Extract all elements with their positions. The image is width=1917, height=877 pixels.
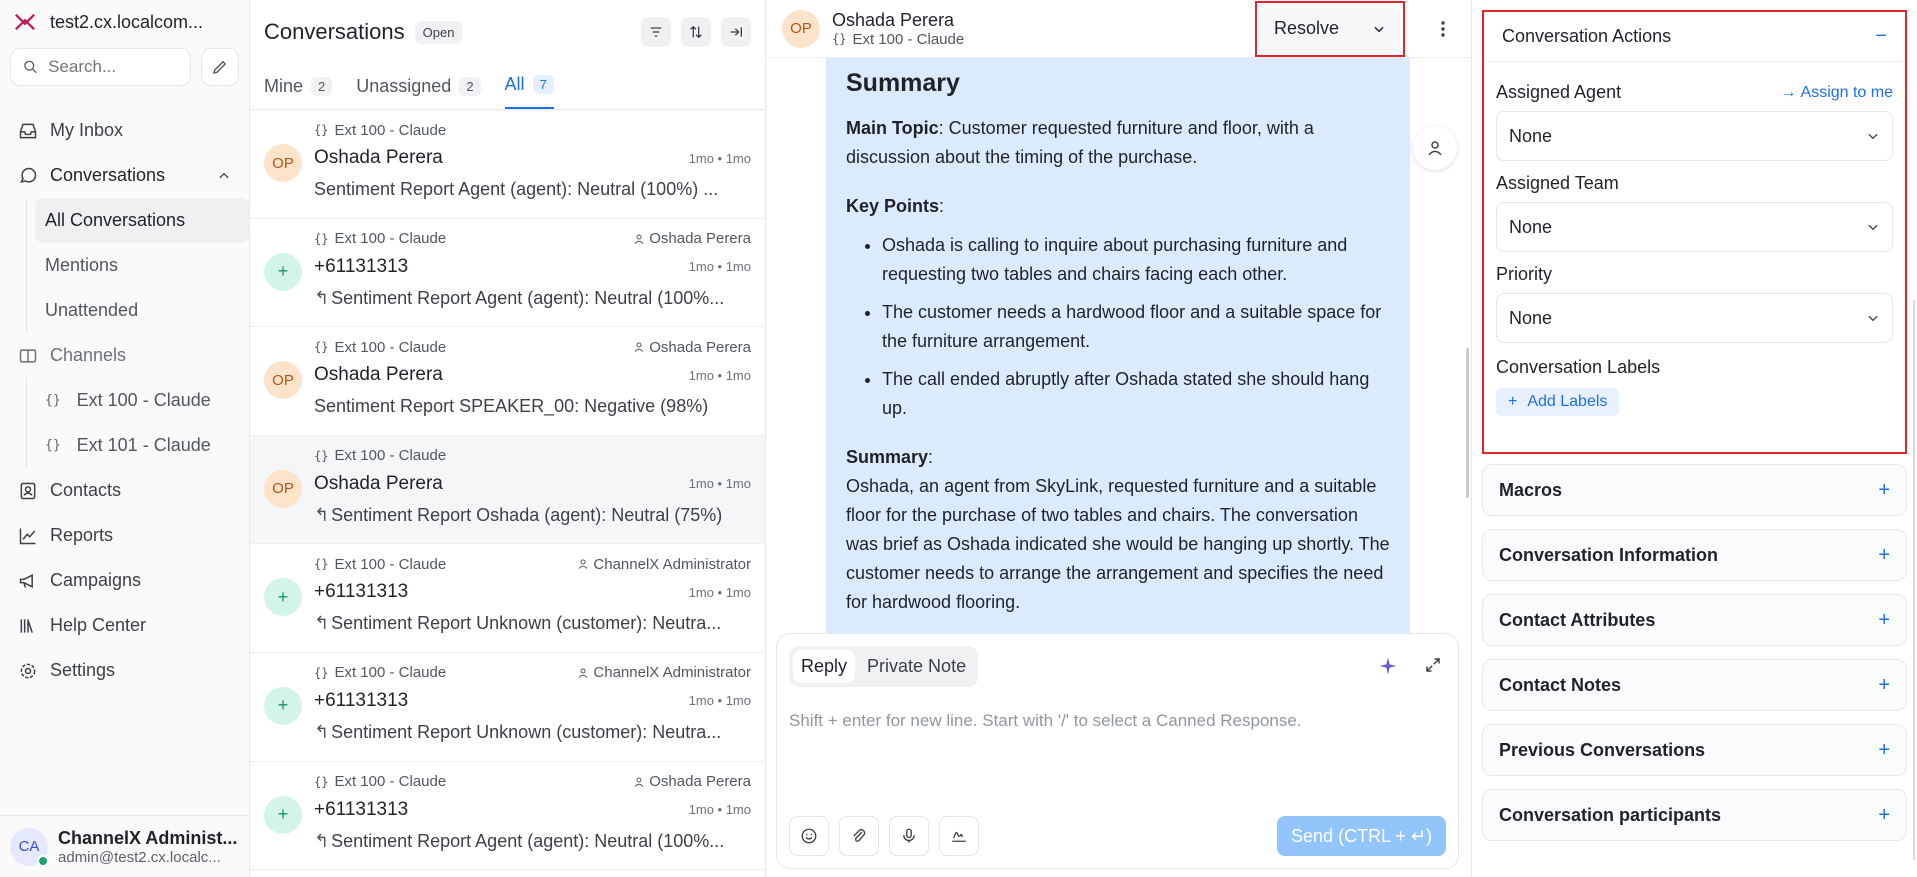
inbox-tag bbox=[314, 339, 446, 356]
collapse-list-button[interactable] bbox=[721, 17, 751, 47]
expand-plus-icon[interactable]: + bbox=[1878, 673, 1890, 696]
assignee bbox=[633, 773, 751, 790]
reply-arrow-icon: ↰ bbox=[314, 613, 330, 634]
priority-label-row bbox=[1496, 264, 1893, 285]
select-value: None bbox=[1509, 307, 1553, 328]
expand-plus-icon[interactable]: + bbox=[1878, 803, 1890, 826]
ai-sparkle-icon[interactable] bbox=[1378, 656, 1398, 676]
avatar: + bbox=[264, 253, 302, 291]
signature-icon bbox=[950, 827, 968, 845]
conversation-item[interactable] bbox=[250, 544, 765, 653]
gear-icon bbox=[18, 661, 38, 681]
send-button[interactable]: Send (CTRL + ↵) bbox=[1277, 816, 1446, 856]
inbox-name: Ext 100 - Claude bbox=[334, 664, 447, 682]
nav-settings[interactable] bbox=[0, 648, 249, 693]
key-points-heading: Key Points: bbox=[846, 196, 945, 216]
search-row bbox=[0, 44, 249, 90]
nav-label: Contacts bbox=[50, 480, 122, 500]
contact-name: Oshada Perera bbox=[314, 147, 443, 168]
inbox-tag bbox=[314, 773, 446, 790]
priority-select[interactable] bbox=[1496, 293, 1893, 343]
timestamp: 1mo • 1mo bbox=[688, 802, 751, 818]
accordion-header[interactable] bbox=[1483, 530, 1906, 580]
api-channel-icon: {} bbox=[314, 231, 329, 246]
accordion-title: Contact Attributes bbox=[1499, 609, 1656, 630]
inbox-name: Ext 100 - Claude bbox=[334, 773, 447, 791]
conversation-body bbox=[314, 122, 751, 218]
conversation-item[interactable] bbox=[250, 653, 765, 762]
assignee bbox=[577, 664, 751, 681]
inbox-name: Ext 100 - Claude bbox=[334, 230, 447, 248]
channels-icon bbox=[18, 346, 38, 366]
conversations-sublist bbox=[26, 198, 249, 333]
accordion-header[interactable] bbox=[1483, 660, 1906, 710]
accordion-previous-conversations[interactable] bbox=[1482, 724, 1907, 776]
sidebar bbox=[0, 0, 250, 877]
arrow-right-icon: → bbox=[1780, 83, 1797, 101]
contact-details-button[interactable] bbox=[1413, 126, 1457, 170]
accordion-title: Previous Conversations bbox=[1499, 739, 1706, 760]
conversation-item[interactable] bbox=[250, 110, 765, 219]
timestamp: 1mo • 1mo bbox=[688, 693, 751, 709]
api-channel-icon: {} bbox=[314, 557, 329, 572]
field-label: Priority bbox=[1496, 264, 1553, 284]
message-text: Sentiment Report SPEAKER_00: Negative (98%) bbox=[314, 396, 709, 417]
select-value: None bbox=[1509, 216, 1553, 237]
microphone-icon bbox=[900, 827, 918, 845]
assignee-name: Oshada Perera bbox=[649, 338, 751, 356]
summary-label: Summary bbox=[846, 447, 929, 467]
timestamp: 1mo • 1mo bbox=[688, 259, 751, 275]
reply-arrow-icon: ↰ bbox=[314, 504, 330, 525]
chat-inbox bbox=[832, 31, 964, 48]
filter-icon bbox=[648, 24, 664, 40]
avatar: OP bbox=[264, 144, 302, 182]
nav-label: Campaigns bbox=[50, 570, 142, 590]
arrow-right-to-line-icon bbox=[728, 24, 744, 40]
page-title: Conversations bbox=[264, 19, 405, 44]
conversation-actions-header[interactable] bbox=[1484, 12, 1905, 62]
chevron-up-icon[interactable] bbox=[217, 169, 231, 183]
reply-arrow-icon: ↰ bbox=[314, 830, 330, 851]
inbox-name: Ext 100 - Claude bbox=[852, 30, 965, 48]
main-nav bbox=[0, 108, 249, 693]
search-input[interactable] bbox=[48, 57, 178, 77]
assign-to-me-label: Assign to me bbox=[1800, 83, 1893, 101]
api-channel-icon: {} bbox=[45, 393, 61, 408]
chevron-down-icon[interactable] bbox=[1372, 22, 1386, 36]
timestamp: 1mo • 1mo bbox=[688, 150, 751, 166]
assignee bbox=[633, 339, 751, 356]
accordion-header[interactable] bbox=[1483, 790, 1906, 840]
avatar: + bbox=[264, 796, 302, 834]
chevron-down-icon bbox=[1866, 311, 1880, 325]
accordion-header[interactable] bbox=[1483, 725, 1906, 775]
tab-label: Mine bbox=[264, 76, 304, 96]
pencil-icon bbox=[211, 58, 229, 76]
assigned-team-select[interactable] bbox=[1496, 202, 1893, 252]
sub-item-all-conversations[interactable]: All Conversations bbox=[35, 198, 249, 243]
conversation-list-header bbox=[250, 0, 765, 64]
key-point: • Oshada is calling to inquire about purchasing furniture and requesting two tables and chairs facing each other. bbox=[882, 231, 1390, 289]
user-email: admin@test2.cx.localc... bbox=[58, 848, 221, 866]
contact-name: +61131313 bbox=[314, 798, 409, 820]
contact-name: Oshada Perera bbox=[314, 472, 443, 494]
nav-reports[interactable] bbox=[0, 513, 249, 558]
conversation-items bbox=[250, 110, 765, 870]
conversation-name-row bbox=[314, 364, 751, 386]
signature-button[interactable] bbox=[939, 816, 979, 856]
last-message bbox=[314, 831, 751, 852]
nav-channels[interactable] bbox=[0, 333, 249, 378]
main-topic bbox=[846, 114, 1390, 172]
last-message bbox=[314, 613, 751, 634]
inbox-tag bbox=[314, 447, 446, 464]
filter-button[interactable] bbox=[641, 17, 671, 47]
sidebar-scrollbar[interactable] bbox=[1913, 300, 1915, 860]
section-title: Conversation Actions bbox=[1502, 26, 1672, 46]
key-points-label: Key Points bbox=[846, 196, 940, 216]
sub-item-unattended[interactable]: Unattended bbox=[45, 300, 139, 320]
sub-item-mentions[interactable]: Mentions bbox=[45, 255, 119, 275]
api-channel-icon: {} bbox=[832, 32, 847, 46]
brand[interactable] bbox=[0, 0, 249, 44]
voice-button[interactable] bbox=[889, 816, 929, 856]
user-text bbox=[58, 828, 237, 866]
reports-chart-icon bbox=[18, 526, 38, 546]
field-label: Assigned Team bbox=[1496, 173, 1619, 193]
user-name: ChannelX Administ... bbox=[58, 827, 238, 848]
avatar: + bbox=[264, 687, 302, 725]
conversation-meta bbox=[314, 665, 751, 681]
conversation-item[interactable] bbox=[250, 762, 765, 871]
reply-arrow-icon: ↰ bbox=[314, 287, 330, 308]
add-labels-label: Add Labels bbox=[1527, 393, 1608, 410]
expand-plus-icon[interactable]: + bbox=[1878, 738, 1890, 761]
user-icon bbox=[577, 558, 589, 570]
contact-name: +61131313 bbox=[314, 581, 409, 603]
nav-label: Reports bbox=[50, 525, 114, 545]
message-text: Sentiment Report Unknown (customer): Neutra... bbox=[331, 613, 722, 634]
tab-unassigned[interactable] bbox=[356, 76, 480, 109]
conversation-name-row bbox=[314, 147, 751, 169]
conversation-name-row bbox=[314, 473, 751, 495]
online-status-dot bbox=[37, 855, 49, 867]
summary-label-row: Summary: bbox=[846, 447, 934, 467]
conversation-actions-body bbox=[1484, 82, 1905, 416]
collapse-minus-icon[interactable]: − bbox=[1875, 25, 1887, 47]
accordion-header[interactable] bbox=[1483, 465, 1906, 515]
user-icon bbox=[633, 341, 645, 353]
tab-all[interactable] bbox=[505, 74, 554, 109]
message-text: Sentiment Report Agent (agent): Neutral (100%... bbox=[331, 287, 725, 308]
add-labels-button[interactable] bbox=[1496, 388, 1619, 416]
message-text: Sentiment Report Agent (agent): Neutral (100%... bbox=[331, 830, 725, 851]
tab-mine[interactable] bbox=[264, 76, 332, 109]
more-options-button[interactable] bbox=[1431, 20, 1455, 38]
expand-icon[interactable] bbox=[1424, 656, 1442, 674]
resolve-label: Resolve bbox=[1274, 18, 1340, 38]
conversation-body bbox=[314, 448, 751, 544]
inbox-tag bbox=[314, 664, 446, 681]
accordion-title: Contact Notes bbox=[1499, 674, 1622, 695]
avatar: OP bbox=[264, 470, 302, 508]
last-message bbox=[314, 722, 751, 743]
nav-my-inbox[interactable] bbox=[0, 108, 249, 153]
conversation-item[interactable] bbox=[250, 327, 765, 436]
nav-label: My Inbox bbox=[50, 120, 124, 140]
attach-button[interactable] bbox=[839, 816, 879, 856]
contacts-icon bbox=[18, 481, 38, 501]
message-scrollbar[interactable] bbox=[1466, 348, 1469, 498]
nav-label: Conversations bbox=[50, 165, 166, 185]
conversation-name-row bbox=[314, 581, 751, 603]
message-text: Sentiment Report Unknown (customer): Neutra... bbox=[331, 721, 722, 742]
last-message bbox=[314, 288, 751, 309]
search-icon bbox=[23, 58, 38, 76]
resolve-highlight bbox=[1255, 1, 1405, 57]
conversation-name-row bbox=[314, 690, 751, 712]
compose-button[interactable] bbox=[201, 48, 239, 86]
summary-message bbox=[826, 58, 1410, 634]
assigned-team-label-row bbox=[1496, 173, 1893, 194]
main-topic-text: : Customer requested furniture and floor, with a discussion about the timing of the purchase. bbox=[846, 118, 1314, 167]
chat-panel bbox=[766, 0, 1472, 877]
inbox-icon bbox=[18, 121, 38, 141]
channels-sublist bbox=[26, 378, 249, 468]
conversation-body bbox=[314, 339, 751, 435]
summary-text: Oshada, an agent from SkyLink, requested furniture and a suitable floor for the purchase of two tables and chairs. The conversation was brief as Oshada indicated she would be hanging up shortly. The customer needs to arrange the arrangement and specifies the need for hardwood flooring. bbox=[846, 476, 1390, 612]
assigned-agent-label-row bbox=[1496, 82, 1893, 103]
last-message bbox=[314, 505, 751, 526]
avatar: OP bbox=[264, 361, 302, 399]
paperclip-icon bbox=[850, 827, 868, 845]
avatar[interactable]: OP bbox=[782, 10, 820, 48]
reply-arrow-icon: ↰ bbox=[314, 721, 330, 742]
status-badge[interactable]: Open bbox=[415, 21, 463, 44]
conversation-item-selected[interactable] bbox=[250, 436, 765, 545]
conversation-body bbox=[314, 556, 751, 652]
contact-name: +61131313 bbox=[314, 255, 409, 277]
inbox-tag bbox=[314, 556, 446, 573]
user-icon bbox=[633, 233, 645, 245]
channel-label: Ext 100 - Claude bbox=[76, 390, 211, 410]
message-text: Sentiment Report Agent (agent): Neutral (100%) ... bbox=[314, 179, 719, 199]
message-text: Sentiment Report Oshada (agent): Neutral (75%) bbox=[331, 504, 723, 525]
brand-name: test2.cx.localcom... bbox=[50, 11, 204, 32]
contact-name: Oshada Perera bbox=[314, 364, 443, 386]
tab-count: 2 bbox=[311, 77, 332, 96]
conversation-item[interactable] bbox=[250, 219, 765, 328]
chat-bubble-icon bbox=[18, 166, 38, 186]
tab-reply[interactable]: Reply bbox=[793, 650, 855, 683]
channel-item-ext100[interactable] bbox=[35, 378, 249, 423]
conversation-name-row bbox=[314, 256, 751, 278]
conversation-actions-section bbox=[1482, 10, 1907, 454]
timestamp: 1mo • 1mo bbox=[688, 367, 751, 383]
inbox-name: Ext 100 - Claude bbox=[334, 121, 447, 139]
inbox-name: Ext 100 - Claude bbox=[334, 555, 447, 573]
inbox-name: Ext 100 - Claude bbox=[334, 338, 447, 356]
nav-label: Help Center bbox=[50, 615, 147, 635]
conversation-meta bbox=[314, 122, 751, 138]
composer-toolbar bbox=[789, 816, 1446, 856]
labels-label-row bbox=[1496, 357, 1893, 378]
conversation-meta bbox=[314, 556, 751, 572]
api-channel-icon: {} bbox=[314, 665, 329, 680]
tab-count: 7 bbox=[533, 75, 554, 94]
sort-icon bbox=[688, 24, 704, 40]
assigned-agent-select[interactable] bbox=[1496, 111, 1893, 161]
accordion-title: Macros bbox=[1499, 479, 1563, 500]
api-channel-icon: {} bbox=[314, 448, 329, 463]
field-label: Assigned Agent bbox=[1496, 82, 1622, 102]
expand-plus-icon[interactable]: + bbox=[1878, 608, 1890, 631]
api-channel-icon: {} bbox=[45, 438, 61, 453]
conversation-name-row bbox=[314, 799, 751, 821]
chevron-down-icon bbox=[1866, 220, 1880, 234]
field-label: Conversation Labels bbox=[1496, 357, 1661, 377]
kebab-menu-icon bbox=[1440, 20, 1446, 38]
assignee bbox=[577, 556, 751, 573]
conversation-meta bbox=[314, 339, 751, 355]
last-message bbox=[314, 396, 751, 417]
expand-plus-icon[interactable]: + bbox=[1878, 543, 1890, 566]
expand-plus-icon[interactable]: + bbox=[1878, 478, 1890, 501]
conversation-body bbox=[314, 774, 751, 870]
key-points-list bbox=[882, 231, 1390, 423]
api-channel-icon: {} bbox=[314, 123, 329, 137]
key-point: • The call ended abruptly after Oshada stated she should hang up. bbox=[882, 365, 1390, 423]
sidebar-accordions bbox=[1482, 464, 1907, 841]
tab-private-note[interactable]: Private Note bbox=[867, 656, 967, 676]
message-input[interactable]: Shift + enter for new line. Start with '/' to select a Canned Response. bbox=[789, 711, 1302, 730]
megaphone-icon bbox=[18, 571, 38, 591]
smiley-icon bbox=[800, 827, 818, 845]
sort-button[interactable] bbox=[681, 17, 711, 47]
api-channel-icon: {} bbox=[314, 340, 329, 355]
nav-help-center[interactable] bbox=[0, 603, 249, 648]
conversation-sidebar bbox=[1472, 0, 1917, 877]
chat-header bbox=[766, 0, 1471, 58]
avatar-initials: CA bbox=[18, 838, 40, 855]
key-point: • The customer needs a hardwood floor and a suitable space for the furniture arrangement. bbox=[882, 298, 1390, 356]
brand-logo-icon bbox=[14, 11, 36, 33]
accordion-title: Conversation participants bbox=[1499, 804, 1722, 825]
select-value: None bbox=[1509, 125, 1553, 146]
avatar bbox=[10, 828, 48, 866]
last-message bbox=[314, 179, 751, 200]
composer-mode-tabs bbox=[789, 646, 978, 687]
channel-label: Ext 101 - Claude bbox=[76, 435, 211, 455]
inbox-name: Ext 100 - Claude bbox=[334, 447, 447, 465]
api-channel-icon: {} bbox=[314, 774, 329, 789]
accordion-conversation-participants[interactable] bbox=[1482, 789, 1907, 841]
avatar: + bbox=[264, 578, 302, 616]
reply-composer bbox=[776, 633, 1459, 869]
chat-contact-name[interactable]: Oshada Perera bbox=[832, 9, 955, 30]
assignee-name: Oshada Perera bbox=[649, 230, 751, 248]
user-icon bbox=[577, 667, 589, 679]
conversation-body bbox=[314, 665, 751, 761]
assignee-name: Oshada Perera bbox=[649, 773, 751, 791]
conversation-body bbox=[314, 231, 751, 327]
timestamp: 1mo • 1mo bbox=[688, 584, 751, 600]
list-actions bbox=[641, 17, 751, 47]
assignee-name: ChannelX Administrator bbox=[593, 664, 751, 682]
assign-to-me-link[interactable] bbox=[1781, 84, 1893, 102]
assignee-name: ChannelX Administrator bbox=[593, 555, 751, 573]
plus-icon: + bbox=[1508, 393, 1518, 410]
summary-heading: Summary bbox=[846, 69, 960, 97]
main-topic-label: Main Topic bbox=[846, 118, 939, 138]
accordion-contact-notes[interactable] bbox=[1482, 659, 1907, 711]
user-icon bbox=[633, 776, 645, 788]
tab-count: 2 bbox=[459, 77, 480, 96]
accordion-contact-attributes[interactable] bbox=[1482, 594, 1907, 646]
accordion-macros[interactable] bbox=[1482, 464, 1907, 516]
conversation-list bbox=[250, 0, 766, 877]
accordion-conversation-information[interactable] bbox=[1482, 529, 1907, 581]
chat-contact-info bbox=[832, 10, 964, 48]
resolve-button[interactable] bbox=[1260, 8, 1400, 50]
nav-label: Channels bbox=[50, 345, 127, 365]
current-user[interactable] bbox=[0, 815, 249, 877]
inbox-tag bbox=[314, 122, 446, 139]
search-box[interactable] bbox=[10, 48, 191, 86]
nav-contacts[interactable] bbox=[0, 468, 249, 513]
composer-top-icons bbox=[1378, 656, 1442, 676]
tab-label: All bbox=[504, 74, 525, 94]
contact-name: +61131313 bbox=[314, 689, 409, 711]
user-icon bbox=[1426, 139, 1444, 157]
nav-campaigns[interactable] bbox=[0, 558, 249, 603]
emoji-button[interactable] bbox=[789, 816, 829, 856]
accordion-header[interactable] bbox=[1483, 595, 1906, 645]
accordion-title: Conversation Information bbox=[1499, 544, 1719, 565]
conversation-meta bbox=[314, 774, 751, 790]
chevron-down-icon bbox=[1866, 129, 1880, 143]
tab-label: Unassigned bbox=[356, 76, 452, 96]
conversation-meta bbox=[314, 448, 751, 464]
timestamp: 1mo • 1mo bbox=[688, 476, 751, 492]
assignee bbox=[633, 230, 751, 247]
library-icon bbox=[18, 616, 38, 636]
nav-label: Settings bbox=[50, 660, 116, 680]
nav-conversations[interactable] bbox=[0, 153, 249, 198]
conversation-meta bbox=[314, 231, 751, 247]
channel-item-ext101[interactable] bbox=[35, 423, 249, 468]
conversation-tabs bbox=[250, 64, 765, 110]
inbox-tag bbox=[314, 230, 446, 247]
